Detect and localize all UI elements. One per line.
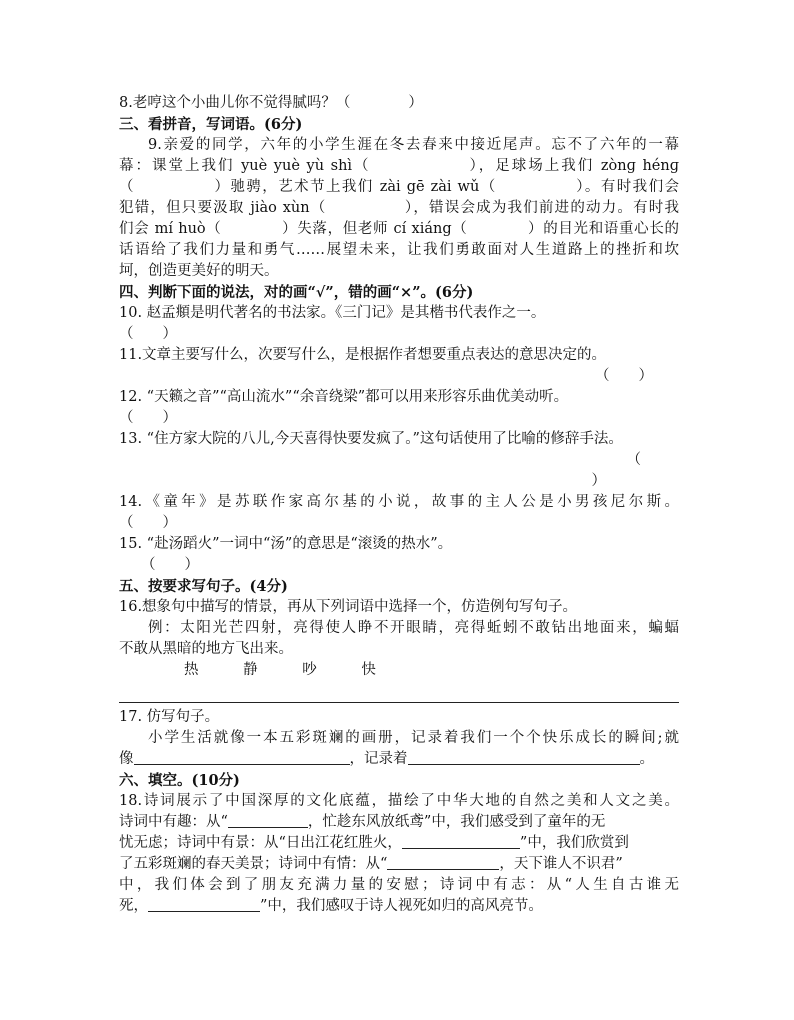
question-10: 10. 赵孟頫是明代著名的书法家。《三门记》是其楷书代表作之一。 <box>119 305 546 321</box>
q18-line-4: 了五彩斑斓的春天美景；诗词中有情：从“ ，天下谁人不识君” <box>119 856 623 872</box>
q9-line-7: 坷，创造更美好的明天。 <box>119 263 279 279</box>
q18-line-5: 中，我们体会到了朋友充满力量的安慰；诗词中有志：从“人生自古谁无 <box>119 877 679 893</box>
section-4-title: 四、判断下面的说法，对的画“√”，错的画“×”。(6分) <box>119 284 474 301</box>
q16-answer-line[interactable] <box>119 681 679 703</box>
q9-line-6: 话语给了我们力量和勇气……展望未来，让我们勇敢面对人生道路上的挫折和坎 <box>119 242 679 258</box>
q9-line-2: 幕：课堂上我们 yuè yuè yù shì（ ），足球场上我们 zònɡ hénɡ <box>119 158 679 174</box>
q9-line-4: 犯错，但只要汲取 jiào xùn（ ），错误会成为我们前进的动力。有时我 <box>119 200 679 216</box>
q12-answer-bracket[interactable]: （ ） <box>119 410 177 426</box>
section-5-title: 五、按要求写句子。(4分) <box>119 578 288 595</box>
section-6-title: 六、填空。(10分) <box>119 772 240 789</box>
q9-line-3: （ ）驰骋，艺术节上我们 zài gē zài wǔ（ ）。有时我们会 <box>119 179 679 195</box>
q18-blank-3[interactable] <box>387 854 499 870</box>
q15-answer-bracket[interactable]: （ ） <box>141 557 199 573</box>
q13-answer-bracket-open[interactable]: （ <box>626 452 641 468</box>
word-option-fast: 快 <box>361 662 376 678</box>
q9-line-1: 9.亲爱的同学，六年的小学生涯在冬去春来中接近尾声。忘不了六年的一幕 <box>148 137 679 153</box>
q11-answer-bracket[interactable]: （ ） <box>595 368 653 384</box>
q18-line-6: 死， ”中，我们感叹于诗人视死如归的高风亮节。 <box>119 898 543 914</box>
q16-example-line-1: 例：太阳光芒四射，亮得使人睁不开眼睛，亮得蚯蚓不敢钻出地面来，蝙蝠 <box>148 620 679 636</box>
question-11: 11.文章主要写什么，次要写什么，是根据作者想要重点表达的意思决定的。 <box>119 347 607 363</box>
exam-page <box>119 93 679 917</box>
question-8: 8.老哼这个小曲儿你不觉得腻吗？（ ） <box>119 95 423 111</box>
question-13: 13. “住方家大院的八儿,今天喜得快要发疯了。”这句话使用了比喻的修辞手法。 <box>119 431 623 447</box>
word-option-quiet: 静 <box>243 662 258 678</box>
q16-word-options <box>119 660 679 681</box>
q18-line-1: 18.诗词展示了中国深厚的文化底蕴，描绘了中华大地的自然之美和人文之美。 <box>119 793 679 809</box>
q10-answer-bracket[interactable]: （ ） <box>119 326 177 342</box>
question-18 <box>119 791 679 917</box>
section-3-title: 三、看拼音，写词语。(6分) <box>119 116 303 133</box>
q17-blank-1[interactable] <box>134 749 350 765</box>
q14-answer-bracket[interactable]: （ ） <box>119 515 177 531</box>
q13-answer-bracket-close: ） <box>591 473 606 489</box>
q18-blank-2[interactable] <box>402 833 520 849</box>
q17-blank-2[interactable] <box>408 749 640 765</box>
q17-text-line-1: 小学生活就像一本五彩斑斓的画册，记录着我们一个个快乐成长的瞬间;就 <box>148 730 679 746</box>
question-15: 15. “赴汤蹈火”一词中“汤”的意思是“滚烫的热水”。 <box>119 536 453 552</box>
question-12: 12. “天籁之音”“高山流水”“余音绕梁”都可以用来形容乐曲优美动听。 <box>119 389 569 405</box>
question-17: 17. 仿写句子。 <box>119 709 220 725</box>
word-option-hot: 热 <box>184 662 199 678</box>
q18-line-3: 忧无虑；诗词中有景：从“日出江花红胜火， ”中，我们欣赏到 <box>119 835 629 851</box>
q16-example-line-2: 不敢从黑暗的地方飞出来。 <box>119 641 293 657</box>
question-16: 16.想象句中描写的情景，再从下列词语中选择一个，仿造例句写句子。 <box>119 599 578 615</box>
question-9 <box>119 135 679 282</box>
q18-blank-4[interactable] <box>148 896 260 912</box>
q9-line-5: 们会 mí huò（ ）失落，但老师 cí xiáng（ ）的目光和语重心长的 <box>119 221 679 237</box>
q18-blank-1[interactable] <box>228 812 308 828</box>
q18-line-2: 诗词中有趣：从“ ，忙趁东风放纸鸢”中，我们感受到了童年的无 <box>119 814 606 830</box>
question-14: 14.《童年》是苏联作家高尔基的小说，故事的主人公是小男孩尼尔斯。 <box>119 494 679 510</box>
q17-text-line-2: 像 ，记录着 。 <box>119 751 654 767</box>
word-option-noisy: 吵 <box>302 662 317 678</box>
